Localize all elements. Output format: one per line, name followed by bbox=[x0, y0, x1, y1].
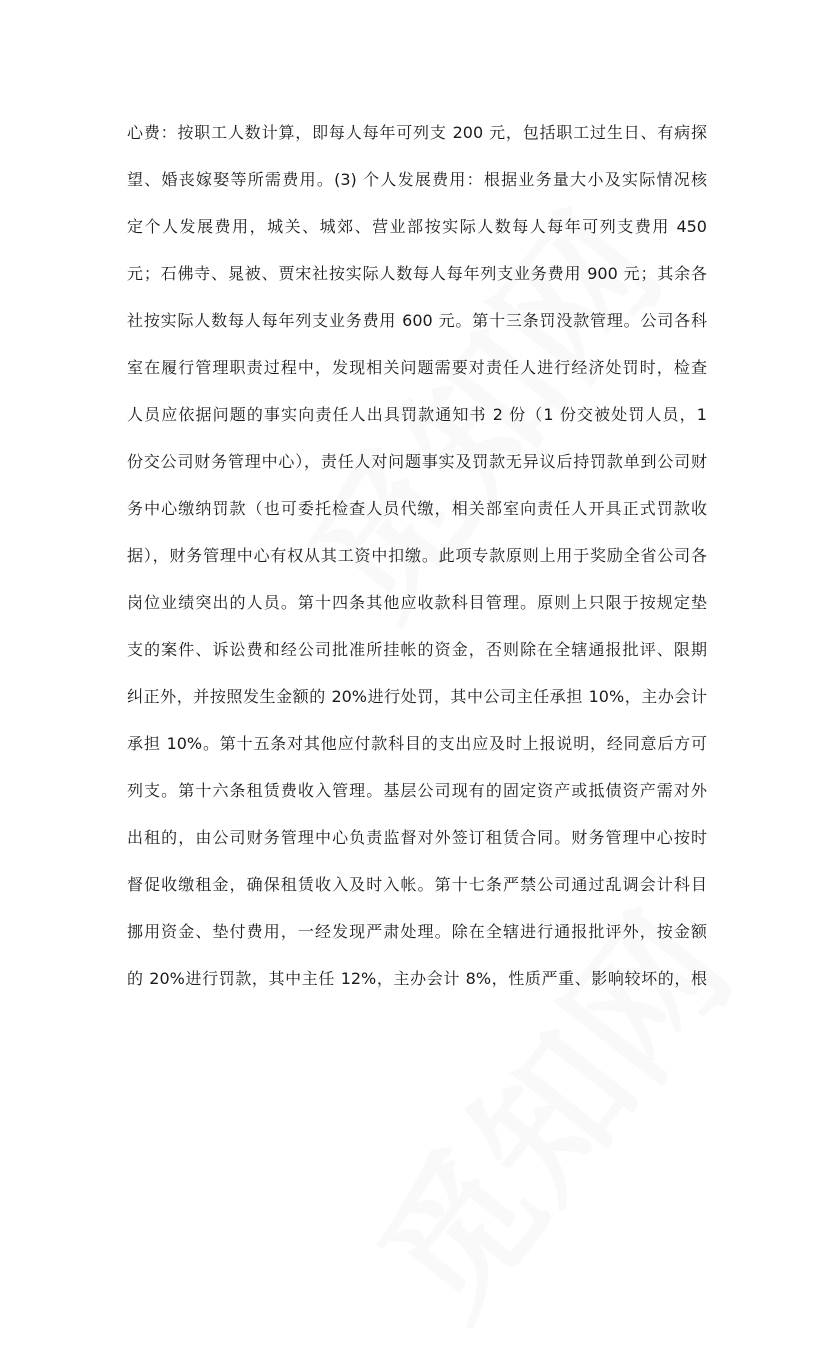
text-line: 份交公司财务管理中心），责任人对问题事实及罚款无异议后持罚款单到公司财 bbox=[127, 452, 707, 471]
text-line: 心费：按职工人数计算，即每人每年可列支 200 元，包括职工过生日、有病探 bbox=[127, 123, 707, 142]
text-line: 岗位业绩突出的人员。第十四条其他应收款科目管理。原则上只限于按规定垫 bbox=[127, 593, 707, 612]
text-line: 务中心缴纳罚款（也可委托检查人员代缴，相关部室向责任人开具正式罚款收 bbox=[127, 499, 707, 518]
text-line: 元；石佛寺、晁被、贾宋社按实际人数每人每年列支业务费用 900 元；其余各 bbox=[127, 264, 707, 283]
text-line: 望、婚丧嫁娶等所需费用。(3) 个人发展费用：根据业务量大小及实际情况核 bbox=[127, 170, 707, 189]
text-line: 纠正外，并按照发生金额的 20%进行处罚，其中公司主任承担 10%，主办会计 bbox=[127, 687, 707, 706]
text-line: 的 20%进行罚款，其中主任 12%，主办会计 8%，性质严重、影响较坏的，根 bbox=[127, 969, 707, 988]
text-line: 据），财务管理中心有权从其工资中扣缴。此项专款原则上用于奖励全省公司各 bbox=[127, 546, 707, 565]
text-line: 室在履行管理职责过程中，发现相关问题需要对责任人进行经济处罚时，检查 bbox=[127, 358, 707, 377]
text-line: 定个人发展费用，城关、城郊、营业部按实际人数每人每年可列支费用 450 bbox=[127, 217, 707, 236]
text-line: 列支。第十六条租赁费收入管理。基层公司现有的固定资产或抵债资产需对外 bbox=[127, 781, 707, 800]
text-line: 社按实际人数每人每年列支业务费用 600 元。第十三条罚没款管理。公司各科 bbox=[127, 311, 707, 330]
text-line: 督促收缴租金，确保租赁收入及时入帐。第十七条严禁公司通过乱调会计科目 bbox=[127, 875, 707, 894]
text-line: 支的案件、诉讼费和经公司批准所挂帐的资金，否则除在全辖通报批评、限期 bbox=[127, 640, 707, 659]
text-line: 人员应依据问题的事实向责任人出具罚款通知书 2 份（1 份交被处罚人员，1 bbox=[127, 405, 707, 424]
text-line: 承担 10%。第十五条对其他应付款科目的支出应及时上报说明，经同意后方可 bbox=[127, 734, 707, 753]
text-line: 挪用资金、垫付费用，一经发现严肃处理。除在全辖进行通报批评外，按金额 bbox=[127, 922, 707, 941]
text-line: 出租的，由公司财务管理中心负责监督对外签订租赁合同。财务管理中心按时 bbox=[127, 828, 707, 847]
document-body bbox=[127, 109, 707, 1002]
